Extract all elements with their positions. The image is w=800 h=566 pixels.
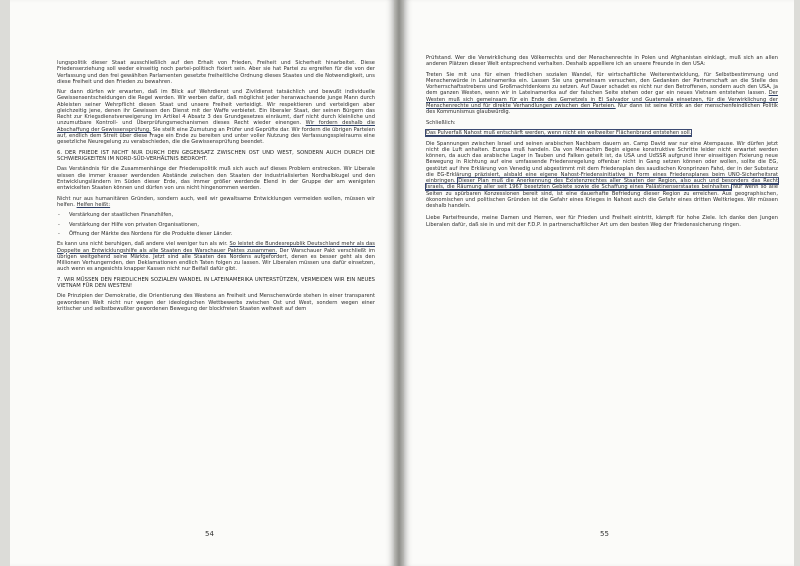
aid-list [57,212,375,237]
right-paragraph-4 [426,130,778,136]
underlined-passage: Helfen heißt: [76,201,111,208]
section-heading-6: 6. DER FRIEDE IST NICHT NUR DURCH DEN GEGENSATZ ZWISCHEN OST UND WEST, SONDERN AUCH DURCH DIE SCHWIERIGKEITEN IM NORD-SÜD-VERHÄLTNIS BEDROHT. [57,149,375,162]
scan-edge-right [794,0,800,566]
page-number: 55 [600,530,609,538]
right-paragraph-1: Prüfstand. Wer die Verwirklichung des Völkerrechts und der Menschenrechte in Polen und Afghanistan einklagt, muß sich an allen anderen Plätzen dieser Welt entsprechend verhalten. Deshalb appelliere ich an unsere Freunde in den USA: [426,55,778,68]
left-paragraph-3: Das Verständnis für die Zusammenhänge der Friedenspolitik muß sich auch auf dieses Problem erstrecken. Wir Liberale wissen die immer krasser werdenden Abstände zwischen den Staaten der industrialisierten Nordhalbkugel und den Entwicklungsländern im Süden dieser Erde, das immer größer werdende Elend in der Gruppe der am wenigsten entwickelten Staaten können und dürfen von uns nicht hingenommen werden. [57,166,375,192]
list-item: - Verstärkung der staatlichen Finanzhilfen, [57,212,375,218]
text-run: Nur wenn so alle Seiten zu spürbaren Konzessionen bereit sind, ist eine dauerhafte Befriedung dieser Region zu erreichen. Aus geographischen, ökonomischen und politischen Gründen ist die Gefahr eines Krieges in Nahost auch die Gefahr eines dritten Weltkrieges. Wir müssen deshalb handeln. [426,184,779,209]
page-number: 54 [205,530,214,538]
boxed-passage: Dieser Plan muß die Anerkennung des Existenzrechtes aller Staaten der Region, also auch und besonders das Recht Israels, die Räumung aller seit 1967 besetzten Gebiete sowie die Schaffung eines Palästinenserstaates beinhalten. [426,178,778,191]
underlined-passage: So leistet die Bundesrepublik Deutschland mehr als das Doppelte an Entwicklungshilfe als alle Staaten des Warschauer Paktes zusammen. [57,241,376,254]
left-paragraph-4 [57,196,375,209]
left-paragraph-2 [57,89,375,145]
text-run: Nur dann ist seine Kritik an der menschenfeindlichen Politik des Kommunismus glaubwürdig. [426,102,778,116]
section-heading-7: 7. WIR MÜSSEN DEN FRIEDLICHEN SOZIALEN WANDEL IN LATEINAMERIKA UNTERSTÜTZEN, VERMEIDEN WIR EIN NEUES VIETNAM FÜR DEN WESTEN! [57,276,375,289]
text-run: Sie stellt eine Zumutung an Prüfer und Geprüfte dar. Wir fordern die übrigen Parteien auf, endlich dem Streit über diese Frage ein Ende zu bereiten und unter voller Nutzung des Verfassungsspielraums eine gesetzliche Neuregelung zu verabschieden, die die Gewissensprüfung beendet. [57,126,376,146]
list-item: - Öffnung der Märkte des Nordens für die Produkte dieser Länder. [57,231,375,237]
right-paragraph-5 [426,141,778,210]
left-paragraph-5 [57,241,375,272]
right-paragraph-2 [426,72,778,116]
list-item: - Verstärkung der Hilfe von privaten Organisationen, [57,222,375,228]
underlined-passage: Wir fordern deshalb die Abschaffung der Gewissensprüfung. [57,120,375,133]
right-paragraph-6: Liebe Parteifreunde, meine Damen und Herren, wer für Frieden und Freiheit eintritt, kämpft für hohe Ziele. Ich danke den Jungen Liberalen dafür, daß sie in und mit der F.D.P. in partnerschaftlicher Art um den besten Weg der Friedenssicherung ringen. [426,215,778,228]
right-page [404,0,794,566]
text-run: Nur dann dürfen wir erwarten, daß im Blick auf Wehrdienst und Zivildienst tatsächlich und bewußt individuelle Gewissensentscheidungen die Regel werden. Wir werben dafür, daß möglichst jeder heranwachsende junge Mann durch Ableisten seiner Wehrpflicht diesen Staat und unsere Freiheit verteidigt. Wir respektieren und verteidigen aber gleichzeitig jene, denen ihr Gewissen den Dienst mit der Waffe verbietet. Ein liberaler Staat, der seinen Bürgern das Recht zur Kriegsdienstverweigerung im Artikel 4 Absatz 3 des Grundgesetzes einräumt, darf nicht durch kleinliche und unzumutbare Kontroll- und Überprüfungsmechanismen dieses Recht wieder einengen. [57,89,375,127]
text-run: Der Warschauer Pakt verschließt im übrigen weitgehend seine Märkte. Jetzt sind alle Staaten des Nordens aufgefordert, denen es besser geht als den Millionen Verhungernden, den Deklamationen endlich Taten folgen zu lassen. Wir Liberalen müssen uns dafür einsetzen, auch wenn es angesichts knapper Kassen nicht nur Beifall dafür gibt. [57,247,376,273]
text-run: beim UNO-Sicherheitsrat einbringen. [426,171,779,184]
right-paragraph-3: Schließlich: [426,119,456,126]
text-run: Es kann uns nicht beruhigen, daß andere viel weniger tun als wir. [57,241,228,248]
left-paragraph-1: lungspolitik dieser Staat ausschließlich auf den Erhalt von Frieden, Freiheit und Sicherheit hinarbeitet. Diese Friedenserziehung soll weder einseitig noch partei-politisch fixiert sein. Aber sie hat Partei zu ergreifen für die von der Verfassung und den frei gewählten Parlamenten gesetzte freiheitliche Ordnung dieses Staates und die Notwendigkeit, uns diese Freiheit und den Frieden zu bewahren. [57,60,375,85]
left-page [10,0,394,566]
right-page-column [426,55,778,232]
text-run: Die Spannungen zwischen Israel und seinen arabischen Nachbarn dauern an. Camp David war nur eine Atempause. Wir dürfen jetzt nicht die Luft anhalten. Europa muß handeln. Da von Menachim Begin eigene konstruktive Schritte leider nicht erwartet werden können, da auch das arabische Lager in Tauben und Falken geteilt ist, da USA und UdSSR aufgrund ihrer einseitigen Fixierung neue Bewegung in Richtung auf eine umfassende Friedensregelung offenbar nicht in Gang setzen können oder wollen, sollte die EG, gestützt auf ihre Erklärung von Venedig und abgestimmt mit dem Friedensplan des saudischen Kronprinzen Fahd, der in der Substanz die EG-Erklärung präzisiert, alsbald eine eigene Nahost-Friedensinitiative in Form eines [426,140,778,178]
underlined-passage: Friedensplanes [669,171,709,178]
text-run: Treten Sie mit uns für einen friedlichen sozialen Wandel, für wirtschaftliche Weiterentwicklung, für Selbstbestimmung und Menschenwürde in Lateinamerika ein. Lassen Sie uns gemeinsam versuchen, den Gedanken der Partnerschaft an die Stelle des Vorherrschaftsstrebens und Großmachtdenkens zu setzen. Auf Dauer schadet es nicht nur den Betroffenen, sondern auch den USA, ja dem ganzen Westen, wenn wir in Lateinamerika auf der falschen Seite stehen oder gar ein neues Vietnam entstehen lassen. [426,71,778,97]
underlined-passage: Der Westen muß sich gemeinsam für ein Ende des Gemetzels in El Salvador und Guatemala einsetzen, für die Verwirklichung der Menschenrechte und für direkte Verhandlungen zwischen den Parteien. [426,90,779,109]
left-paragraph-6: Die Prinzipien der Demokratie, die Orientierung des Westens an Freiheit und Menschenwürde stehen in einer transparent gewordenen Welt nicht nur wegen der ideologischen Wettbewerbs zwischen Ost und West, sondern wegen einer kritischer und selbstbewußter gewordenen Bewegung der blockfreien Staaten weltweit auf dem [57,293,375,312]
left-page-column [57,60,375,316]
book-gutter [394,0,404,566]
text-run: Nicht nur aus humanitären Gründen, sondern auch, weil wir gewaltsame Entwicklungen vermeiden wollen, müssen wir helfen. [57,195,375,208]
boxed-passage: Das Pulverfaß Nahost muß entschärft werden, wenn nicht ein weltweiter Flächenbrand entstehen soll. [426,130,692,137]
scan-edge-left [0,0,10,566]
